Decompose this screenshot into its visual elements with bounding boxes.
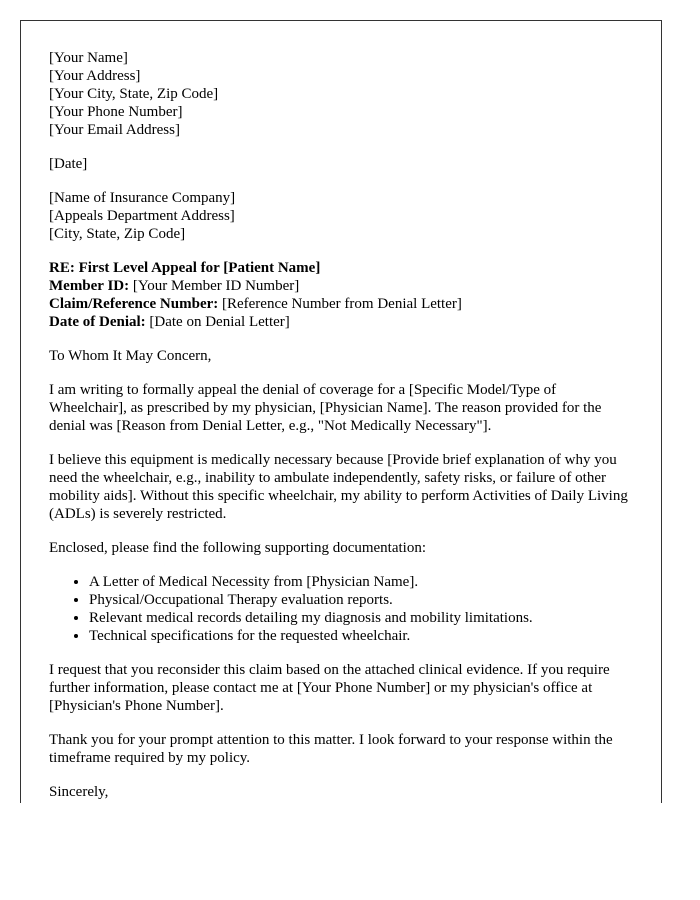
paragraph-request: I request that you reconsider this claim based on the attached clinical evidence. If you require further information, please contact me at [Your Phone Number] or my physician's office at [Physician's Phone Number]. (49, 662, 610, 714)
member-id-label: Member ID: (49, 278, 130, 294)
member-id-value: [Your Member ID Number] (129, 278, 300, 294)
sender-street: [Your Address] (49, 68, 141, 84)
claim-number-line (49, 295, 634, 313)
sender-address (49, 49, 634, 139)
recipient-department: [Appeals Department Address] (49, 208, 235, 224)
sender-name: [Your Name] (49, 50, 128, 66)
denial-date-value: [Date on Denial Letter] (145, 314, 290, 330)
list-item: • Physical/Occupational Therapy evaluation reports. (89, 591, 634, 609)
recipient-city-state-zip: [City, State, Zip Code] (49, 226, 186, 242)
list-item: • Relevant medical records detailing my diagnosis and mobility limitations. (89, 609, 634, 627)
date-text: [Date] (49, 156, 88, 172)
re-subject (49, 259, 634, 277)
member-id-line (49, 277, 634, 295)
letter-content (49, 49, 634, 803)
paragraph-necessity: I believe this equipment is medically necessary because [Provide brief explanation of why you need the wheelchair, e.g., inability to ambulate independently, safety risks, or failure of other mobility aids]. Without this specific wheelchair, my ability to perform Activities of Daily Living (ADLs) is severely restricted. (49, 452, 628, 522)
salutation: To Whom It May Concern, (49, 348, 212, 364)
letter-page (20, 20, 662, 803)
sender-email: [Your Email Address] (49, 122, 180, 138)
paragraph-appeal: I am writing to formally appeal the denial of coverage for a [Specific Model/Type of Wheelchair], as prescribed by my physician, [Physician Name]. The reason provided for the denial was [Reason from Denial Letter, e.g., "Not Medically Necessary"]. (49, 382, 602, 434)
claim-number-label: Claim/Reference Number: (49, 296, 219, 312)
paragraph-thanks: Thank you for your prompt attention to this matter. I look forward to your response within the timeframe required by my policy. (49, 732, 613, 766)
claim-number-value: [Reference Number from Denial Letter] (218, 296, 462, 312)
denial-date-label: Date of Denial: (49, 314, 146, 330)
sender-phone: [Your Phone Number] (49, 104, 183, 120)
enclosure-list (49, 573, 634, 645)
paragraph-enclosed: Enclosed, please find the following supporting documentation: (49, 540, 427, 556)
sender-city-state-zip: [Your City, State, Zip Code] (49, 86, 219, 102)
letter-date (49, 155, 634, 173)
denial-date-line (49, 313, 634, 331)
list-item: • Technical specifications for the requested wheelchair. (89, 627, 634, 645)
list-item: • A Letter of Medical Necessity from [Physician Name]. (89, 573, 634, 591)
reference-block (49, 259, 634, 331)
recipient-address (49, 189, 634, 243)
re-subject-text: RE: First Level Appeal for [Patient Name] (49, 260, 321, 276)
closing: Sincerely, (49, 784, 109, 800)
recipient-company: [Name of Insurance Company] (49, 190, 236, 206)
